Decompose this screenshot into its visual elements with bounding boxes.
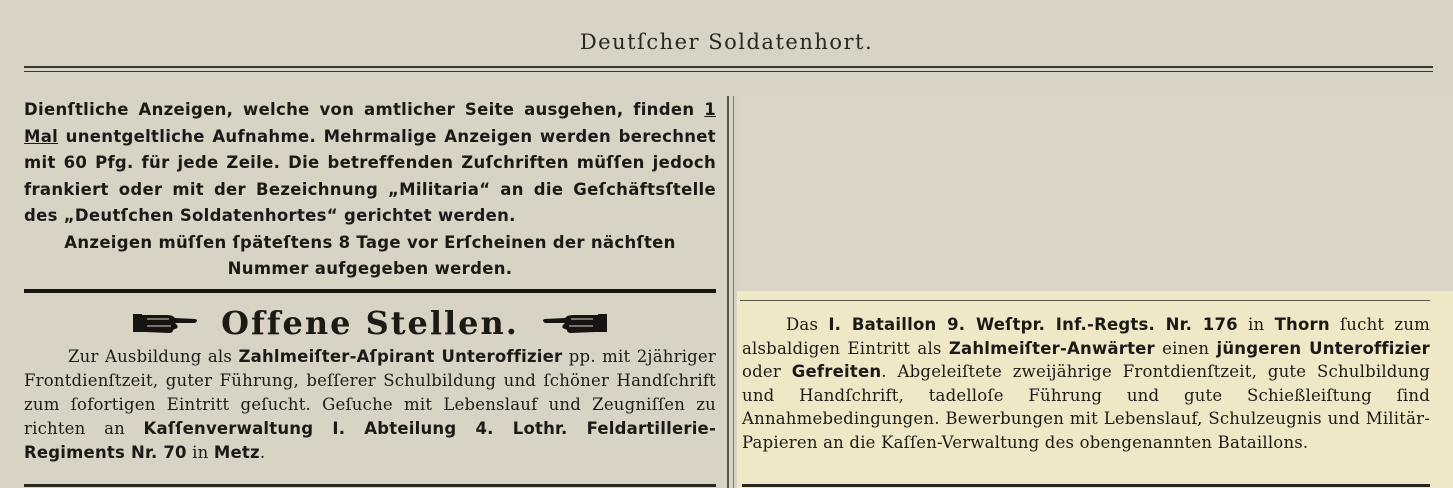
header-rule-thick <box>24 66 1433 68</box>
pointing-hand-right-icon <box>133 311 199 335</box>
ad-right-t3: ſucht zum alsbaldigen Eintritt als <box>742 315 1430 358</box>
pointing-hand-left-icon <box>541 311 607 335</box>
ad-right-b1: I. Bataillon 9. Weſtpr. Inf.-Regts. Nr. 176 <box>828 315 1238 334</box>
right-ad-rule <box>740 300 1430 301</box>
ad-right-t1: Das <box>786 315 829 334</box>
ad-right-t5: oder <box>742 362 792 381</box>
ad-left-t4: . <box>259 443 266 462</box>
bottom-rule-left <box>24 484 716 487</box>
ad-left-t2: pp. mit 2jähriger Frontdienſtzeit, guter Führung, beſſerer Schulbildung und ſchöner Handſchrift zum ſofortigen Eintritt geſucht. Geſuche mit Lebenslauf und Zeugniſſen zu richten an <box>24 347 716 438</box>
ad-left-b1: Zahlmeiſter-Aſpirant Unteroffizier <box>238 347 563 366</box>
ad-right-b2: Thorn <box>1274 315 1330 334</box>
ad-right-t4: einen <box>1154 338 1217 358</box>
header-rule-thin <box>24 71 1433 72</box>
ad-left-b3: Metz <box>213 443 260 462</box>
column-divider-thin <box>733 96 734 488</box>
ad-right-b5: Gefreiten <box>791 362 882 381</box>
section-heading <box>24 300 716 346</box>
notice-paragraph-1 <box>24 97 716 230</box>
job-ad-left-text <box>24 345 716 465</box>
ad-right-b3: Zahlmeiſter-Anwärter <box>948 338 1155 358</box>
notice-underlined-text: 1 Mal <box>24 100 716 146</box>
ad-right-t6: . Abgeleiſtete zweijährige Frontdienſtzeit, gute Schulbildung und Handſchrift, tadelloſe Führung und gute Schießleiſtung ſind Annahmebedingungen. Bewerbungen mit Lebenslauf, Schulzeugnis und Militär-Papieren an die Kaſſen-Verwaltung des obengenannten Bataillons. <box>742 362 1430 452</box>
ad-left-t1: Zur Ausbildung als <box>68 347 239 366</box>
ad-left-t3: in <box>186 443 214 462</box>
blank-area <box>740 96 1453 291</box>
job-ad-left <box>24 345 716 465</box>
ad-left-b2: Kaſſenverwaltung I. Abteilung 4. Lothr. Feldartillerie-Regiments Nr. 70 <box>24 419 716 462</box>
advertising-notice <box>24 97 716 283</box>
ad-right-t2: in <box>1237 315 1275 334</box>
section-title: Offene Stellen. <box>221 304 519 342</box>
notice-text-2: unentgeltliche Aufnahme. Mehrmalige Anzeigen werden berechnet mit 60 Pfg. für jede Zeile. Die betreffenden Zuſchriften müſſen jedoch frankiert oder mit der Bezeichnung „Militaria“ an die Geſchäftsſtelle des „Deutſchen Soldatenhortes“ gerichtet werden. <box>24 126 716 225</box>
ad-right-b4: jüngeren Unteroffizier <box>1216 338 1430 358</box>
job-ad-right-text <box>742 313 1430 454</box>
job-ad-right <box>742 313 1430 454</box>
column-divider <box>727 96 729 488</box>
notice-text-1: Dienſtliche Anzeigen, welche von amtlicher Seite ausgehen, finden <box>24 100 705 119</box>
section-rule <box>24 289 716 293</box>
bottom-rule-right <box>742 484 1430 487</box>
notice-paragraph-2: Anzeigen müſſen ſpäteſtens 8 Tage vor Erſcheinen der nächſten Nummer aufgegeben werden. <box>64 232 676 278</box>
page-header-title: Deutſcher Soldatenhort. <box>579 30 874 54</box>
